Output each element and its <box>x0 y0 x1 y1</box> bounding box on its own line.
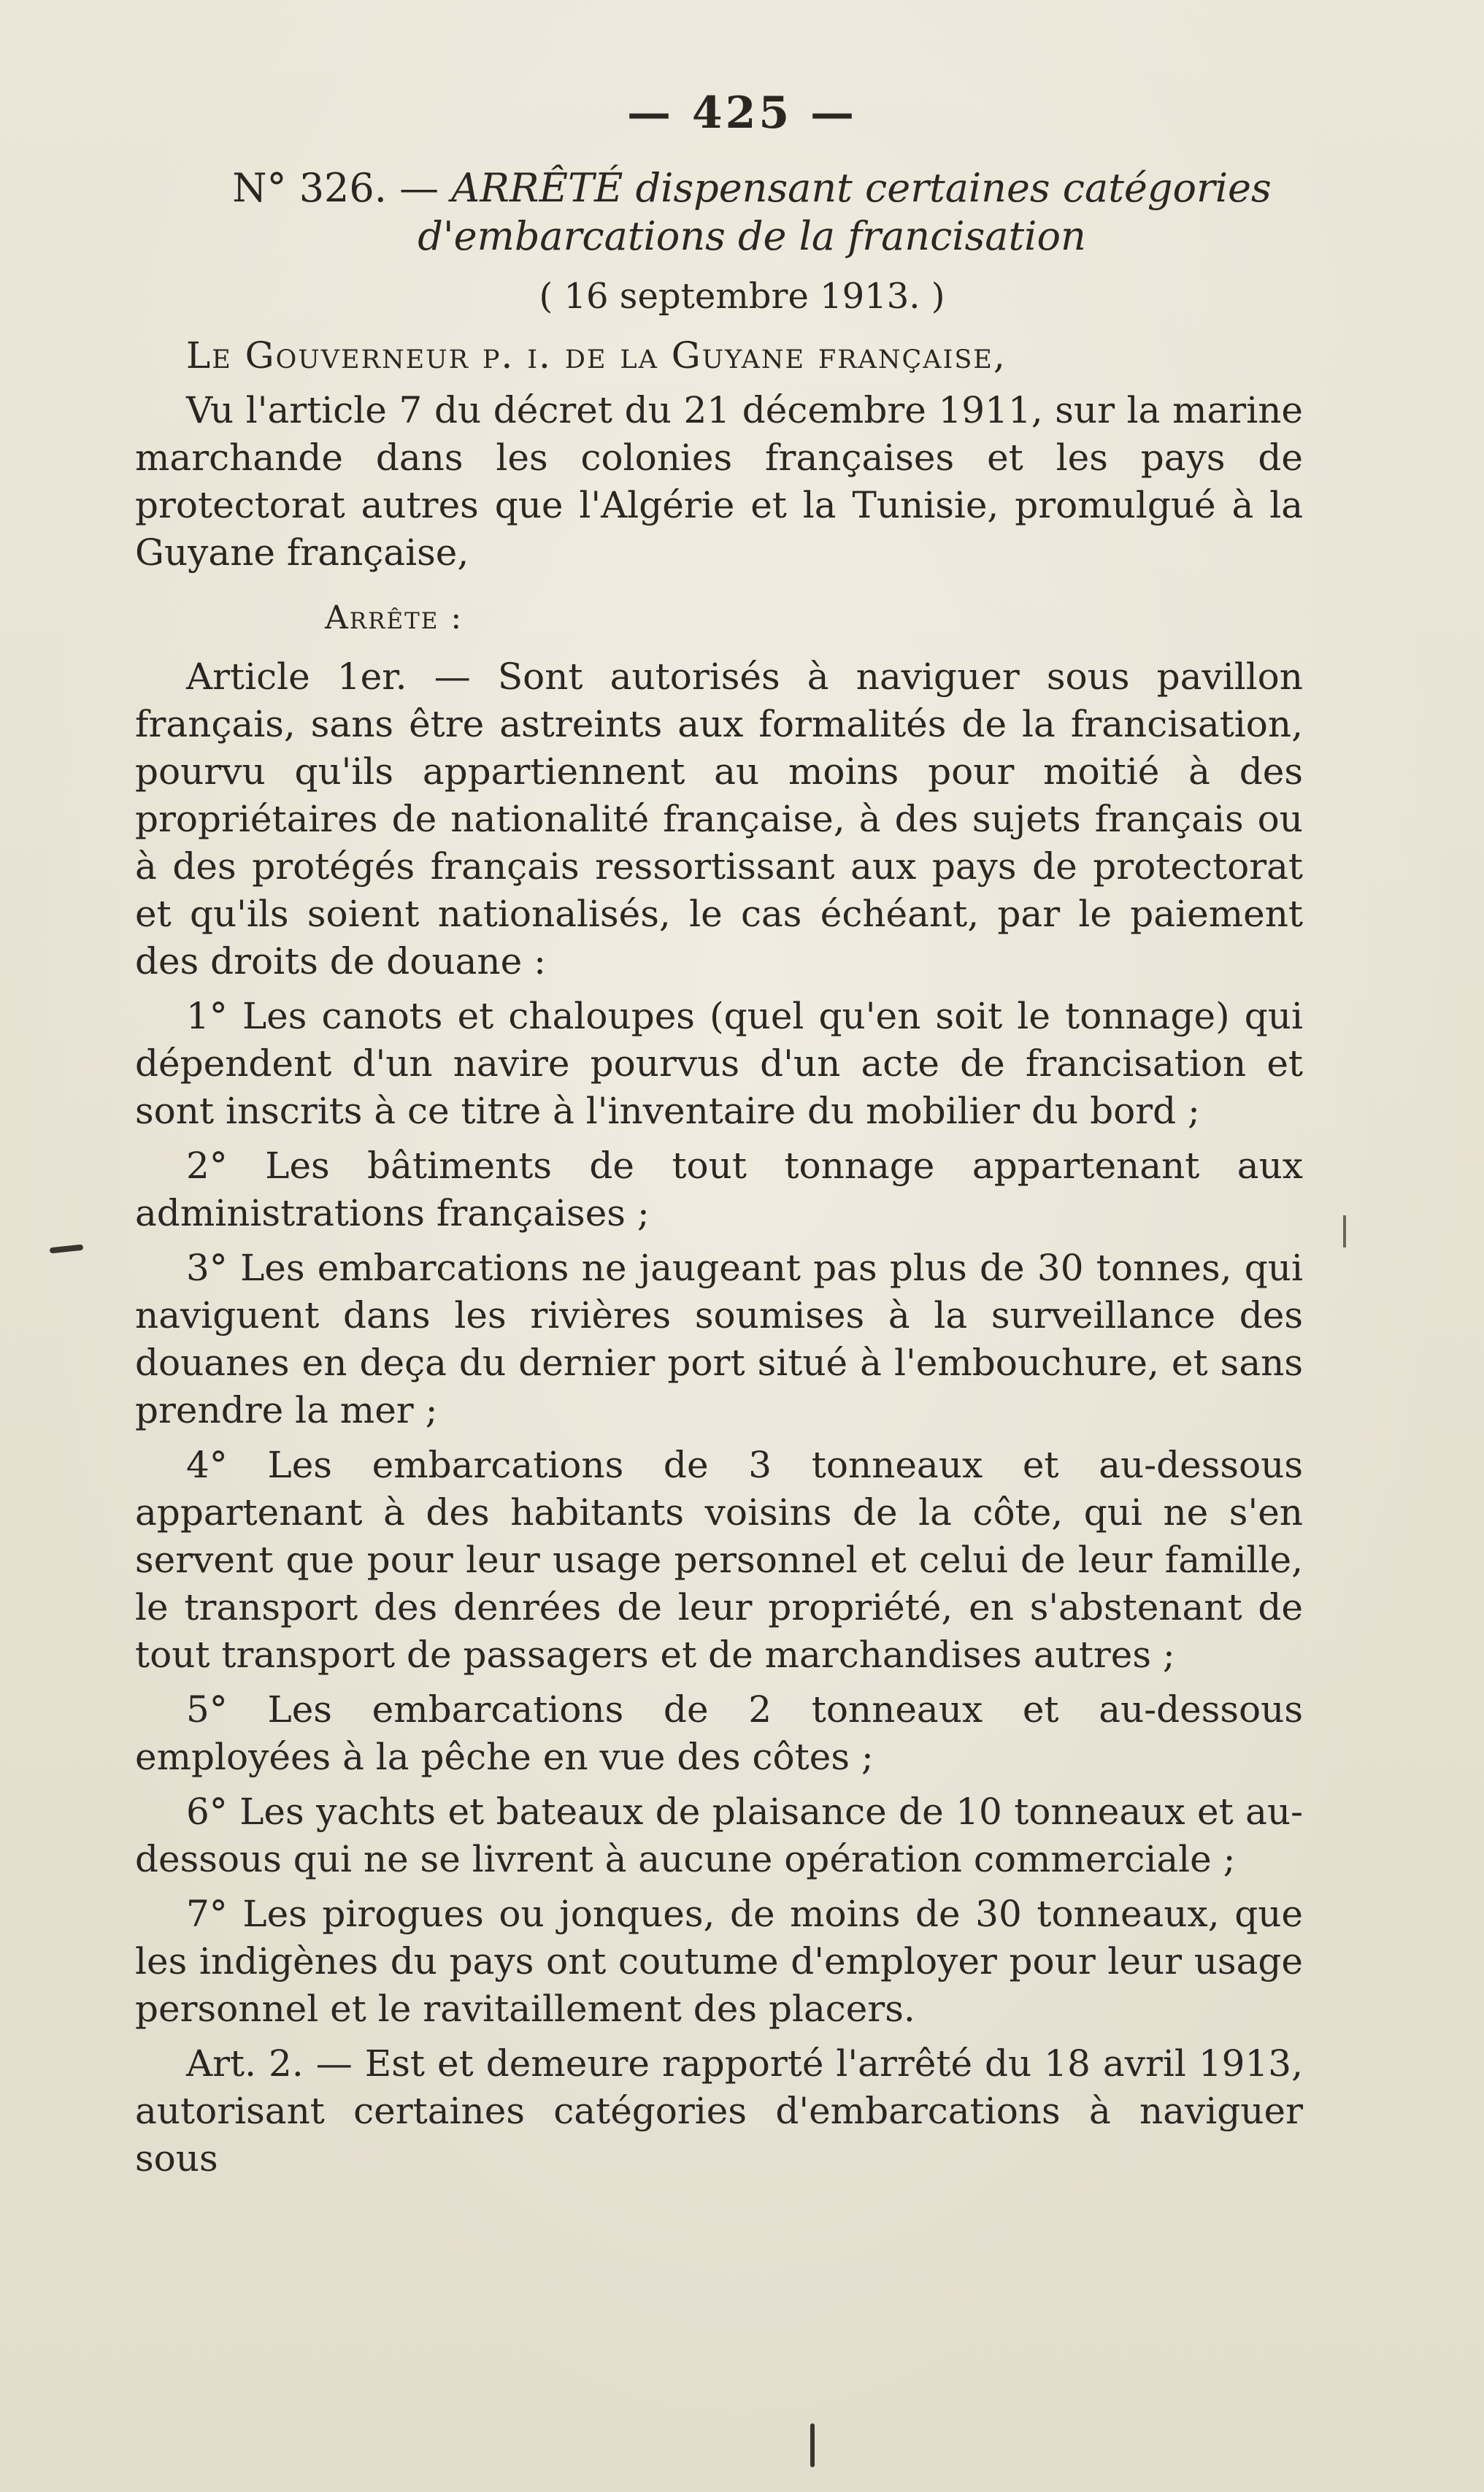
list-item-2: 2° Les bâtiments de tout tonnage appartenant aux administrations françaises ; <box>135 1145 1303 1234</box>
list-item-7: 7° Les pirogues ou jonques, de moins de 30 tonneaux, que les indigènes du pays ont coutume d'employer pour leur usage personnel et le ravitaillement des placers. <box>135 1893 1303 2030</box>
page-number: — 425 — <box>626 88 858 139</box>
article-2: Art. 2. — Est et demeure rapporté l'arrêté du 18 avril 1913, autorisant certaines catégories d'embarcations à naviguer sous <box>135 2042 1303 2180</box>
list-item-3: 3° Les embarcations ne jaugeant pas plus de 30 tonnes, qui naviguent dans les rivières soumises à la surveillance des douanes en deça du dernier port situé à l'embouchure, et sans prendre la mer ; <box>135 1247 1303 1431</box>
article-1: Article 1er. — Sont autorisés à naviguer sous pavillon français, sans être astreints aux formalités de la francisation, pourvu qu'ils appartiennent au moins pour moitié à des propriétaires de nationalité française, à des sujets français ou à des protégés français ressortissant aux pays de protectorat et qu'ils soient nationalisés, le cas échéant, par le paiement des droits de douane : <box>135 655 1303 982</box>
list-item-4: 4° Les embarcations de 3 tonneaux et au-dessous appartenant à des habitants voisins de la côte, qui ne s'en servent que pour leur usage personnel et celui de leur famille, le transport des denrées de leur propriété, en s'abstenant de tout transport de passagers et de marchandises autres ; <box>135 1444 1303 1676</box>
bottom-mark <box>810 2423 815 2467</box>
vu-paragraph: Vu l'article 7 du décret du 21 décembre 1911, sur la marine marchande dans les colonies françaises et les pays de protectorat autres que l'Algérie et la Tunisie, promulgué à la Guyane française, <box>135 389 1303 574</box>
decree-date: ( 16 septembre 1913. ) <box>539 276 945 317</box>
margin-mark-right <box>1343 1215 1346 1247</box>
decree-number: N° 326. — <box>232 165 452 211</box>
margin-mark <box>50 1245 84 1254</box>
document-title <box>131 164 1372 261</box>
list-item-5: 5° Les embarcations de 2 tonneaux et au-dessous employées à la pêche en vue des côtes ; <box>135 1688 1303 1778</box>
governor-line: Le Gouverneur p. i. de la Guyane française, <box>186 334 1007 377</box>
list-item-6: 6° Les yachts et bateaux de plaisance de 10 tonneaux et au-dessous qui ne se livrent à aucune opération commerciale ; <box>135 1791 1303 1880</box>
decree-title: ARRÊTÉ dispensant certaines catégories d'embarcations de la francisation <box>418 165 1272 259</box>
document-body <box>135 332 1303 2190</box>
list-item-1: 1° Les canots et chaloupes (quel qu'en soit le tonnage) qui dépendent d'un navire pourvus d'un acte de francisation et sont inscrits à ce titre à l'inventaire du mobilier du bord ; <box>135 995 1303 1132</box>
arrete-heading: Arrête : <box>325 599 464 637</box>
